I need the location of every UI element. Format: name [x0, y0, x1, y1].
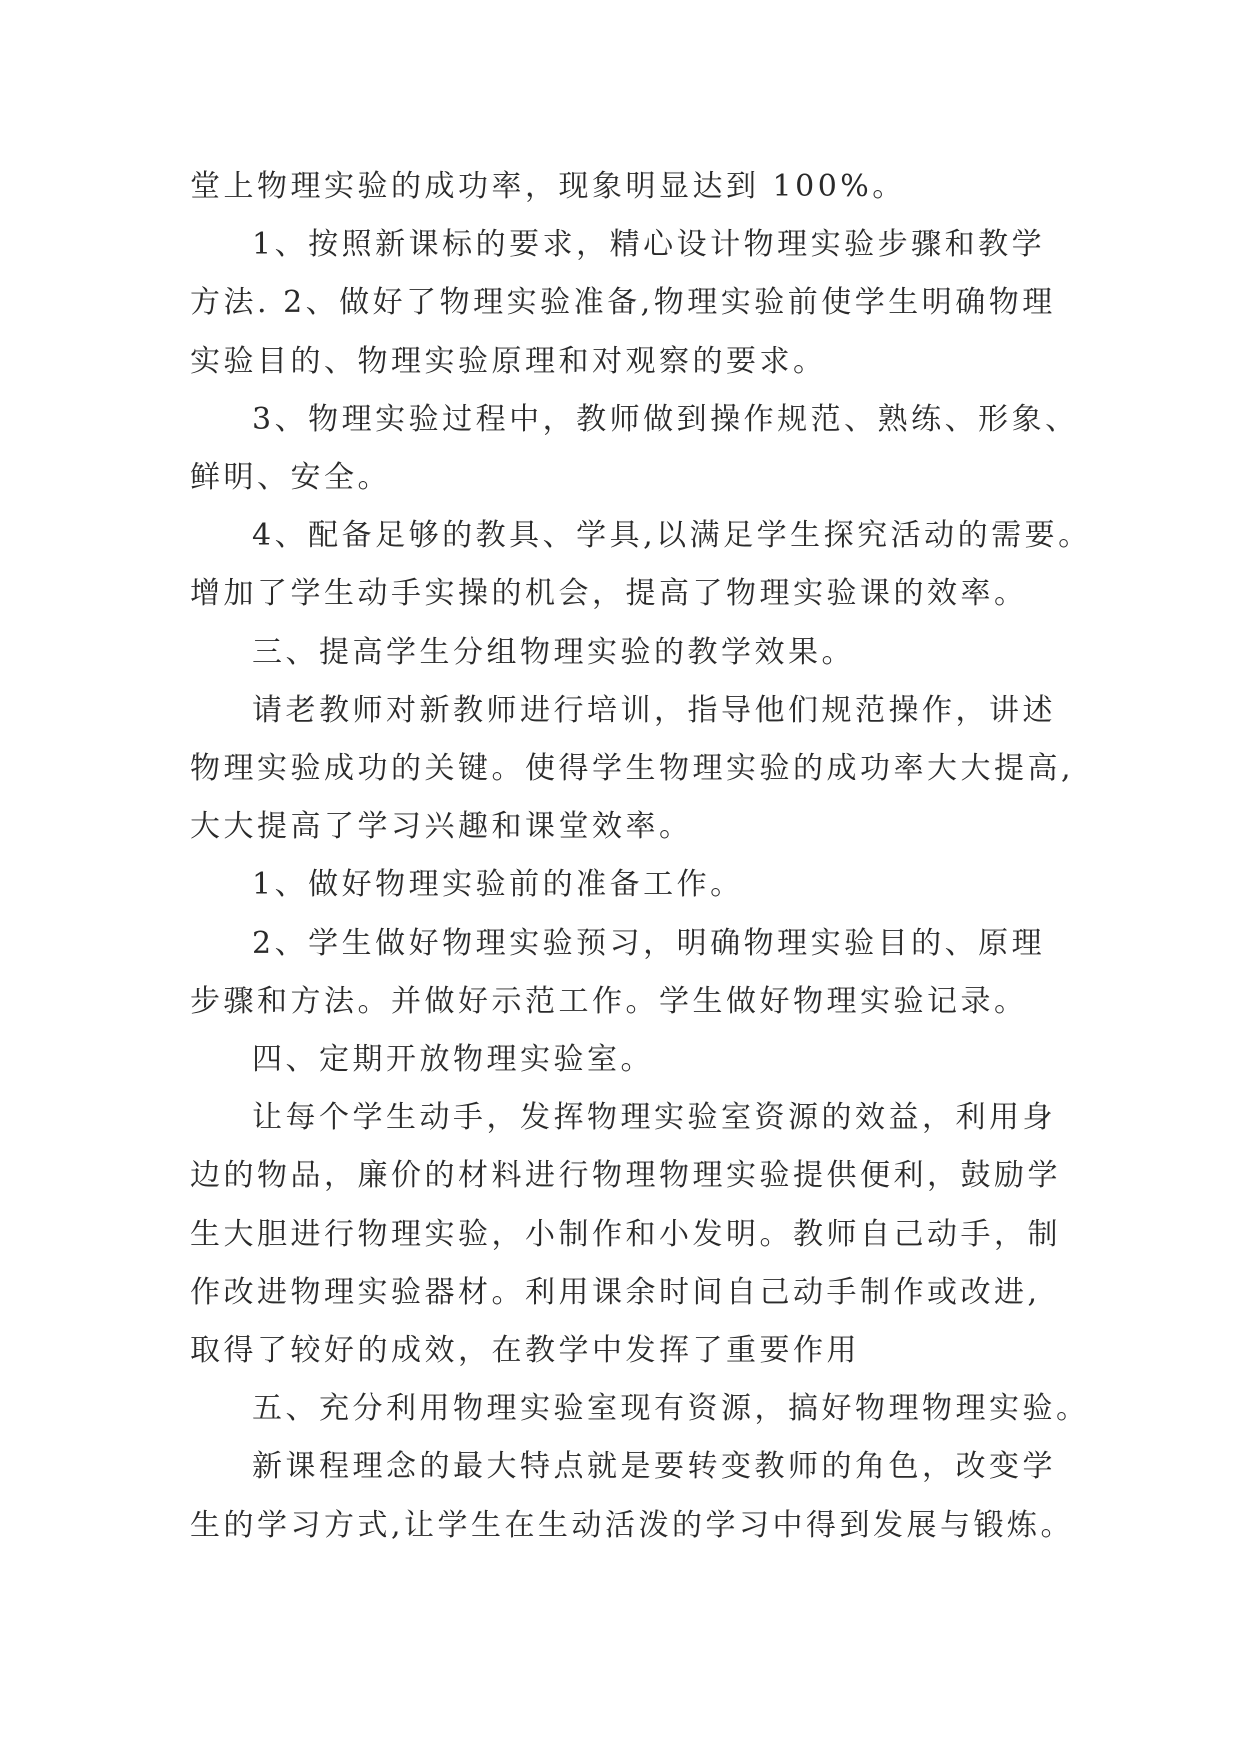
text-line: 4、配备足够的教具、学具,以满足学生探究活动的需要。: [252, 518, 1092, 554]
text-line: 鲜明、安全。: [190, 460, 391, 496]
document-body: [190, 158, 1092, 1555]
text-line: 边的物品，廉价的材料进行物理物理实验提供便利，鼓励学: [190, 1158, 1061, 1194]
text-line: 新课程理念的最大特点就是要转变教师的角色，改变学: [252, 1449, 1056, 1485]
text-line: 作改进物理实验器材。利用课余时间自己动手制作或改进,: [190, 1274, 1041, 1310]
text-line: 2、学生做好物理实验预习，明确物理实验目的、原理: [252, 925, 1046, 961]
text-line: 堂上物理实验的成功率，现象明显达到 100%。: [190, 169, 906, 204]
text-line: 生的学习方式,让学生在生动活泼的学习中得到发展与锻炼。: [190, 1507, 1075, 1543]
text-line: 物理实验成功的关键。使得学生物理实验的成功率大大提高,: [190, 751, 1075, 787]
section-heading: 三、提高学生分组物理实验的教学效果。: [252, 634, 855, 670]
text-line: 让每个学生动手，发挥物理实验室资源的效益，利用身: [252, 1100, 1056, 1136]
text-line: 大大提高了学习兴趣和课堂效率。: [190, 809, 693, 845]
section-heading: 五、充分利用物理实验室现有资源，搞好物理物理实验。: [252, 1391, 1090, 1427]
section-heading: 四、定期开放物理实验室。: [252, 1042, 654, 1078]
text-line: 方法. 2、做好了物理实验准备,物理实验前使学生明确物理: [190, 285, 1056, 321]
text-line: 增加了学生动手实操的机会，提高了物理实验课的效率。: [190, 576, 1028, 612]
text-line: 实验目的、物理实验原理和对观察的要求。: [190, 343, 827, 379]
text-line: 1、做好物理实验前的准备工作。: [252, 867, 744, 903]
text-line: 3、物理实验过程中，教师做到操作规范、熟练、形象、: [252, 401, 1079, 437]
text-line: 1、按照新课标的要求，精心设计物理实验步骤和教学: [252, 227, 1046, 263]
text-line: 步骤和方法。并做好示范工作。学生做好物理实验记录。: [190, 983, 1028, 1019]
text-line: 取得了较好的成效，在教学中发挥了重要作用: [190, 1333, 860, 1369]
text-line: 生大胆进行物理实验，小制作和小发明。教师自己动手，制: [190, 1216, 1061, 1252]
text-line: 请老教师对新教师进行培训，指导他们规范操作，讲述: [252, 692, 1056, 728]
